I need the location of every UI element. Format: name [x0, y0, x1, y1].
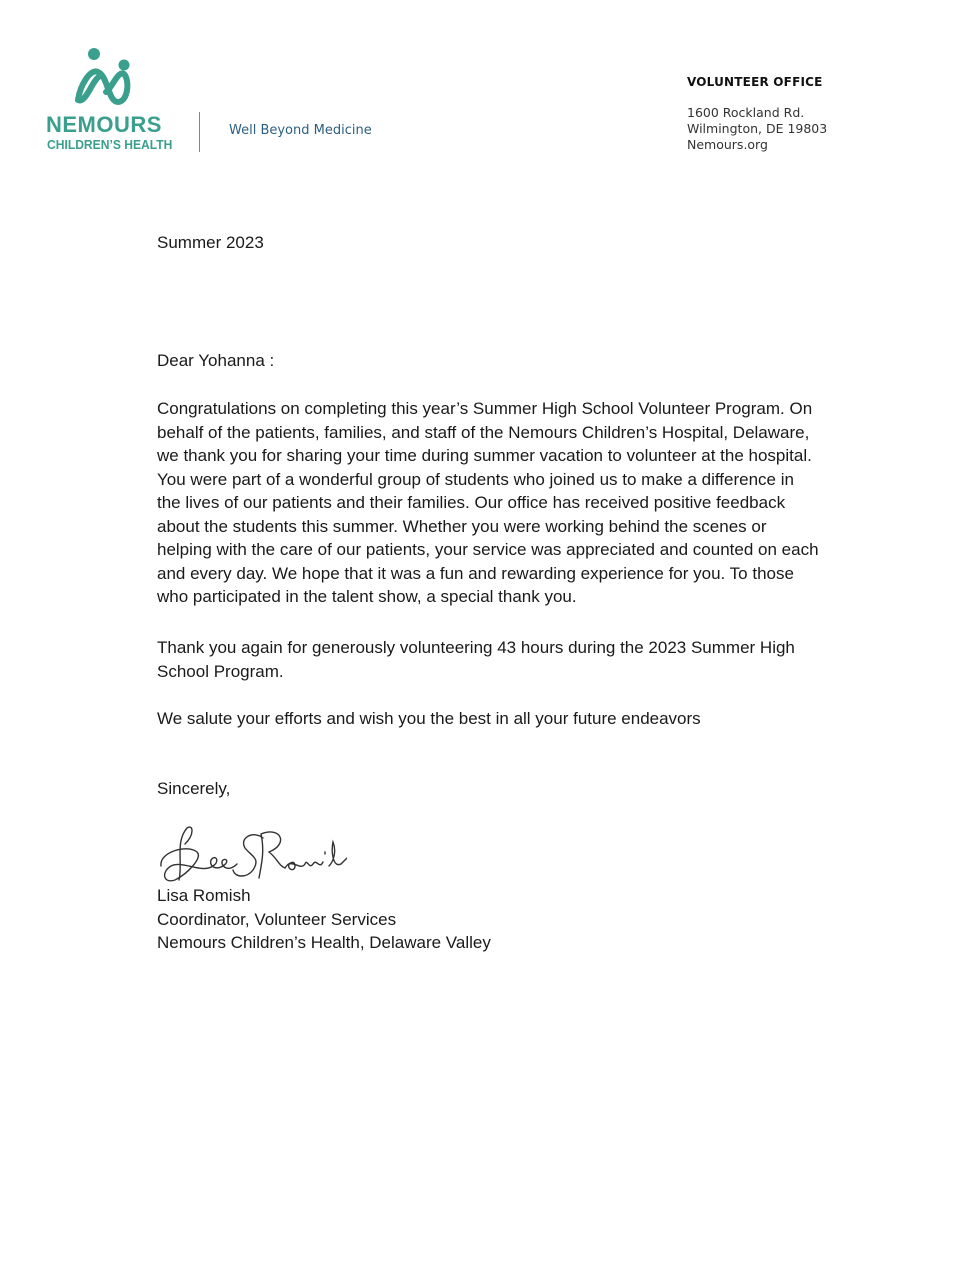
- closing: Sincerely,: [157, 779, 231, 798]
- signer-name: Lisa Romish: [157, 886, 251, 905]
- paragraph-line: Congratulations on completing this year’s Summer High School Volunteer Program. On: [157, 399, 813, 418]
- brand-subtitle: CHILDREN’S HEALTH: [47, 137, 173, 152]
- signer-block: [157, 884, 877, 955]
- address-city: Wilmington, DE 19803: [687, 121, 828, 136]
- office-title: VOLUNTEER OFFICE: [687, 75, 823, 89]
- paragraph-line: behalf of the patients, families, and staff of the Nemours Children’s Hospital, Delaware,: [157, 422, 810, 442]
- paragraph-line: and every day. We hope that it was a fun and rewarding experience for you. To those: [157, 563, 794, 583]
- signature-icon: [157, 822, 347, 888]
- signer-organization: Nemours Children’s Health, Delaware Valley: [157, 933, 491, 952]
- paragraph-line: about the students this summer. Whether you were working behind the scenes or: [157, 516, 767, 536]
- brand-name: NEMOURS: [46, 112, 162, 137]
- paragraph-line: who participated in the talent show, a special thank you.: [157, 587, 577, 606]
- nemours-figures-icon: [72, 46, 138, 108]
- office-address: [687, 105, 827, 153]
- paragraph-line: School Program.: [157, 661, 284, 681]
- paragraph-line: helping with the care of our patients, your service was appreciated and counted on each: [157, 540, 819, 559]
- paragraph-line: we thank you for sharing your time during summer vacation to volunteer at the hospital.: [157, 446, 812, 465]
- address-website[interactable]: Nemours.org: [687, 137, 768, 152]
- body-paragraph-1: [157, 397, 877, 609]
- paragraph-line: the lives of our patients and their families. Our office has received positive feedback: [157, 493, 786, 512]
- salutation: Dear Yohanna :: [157, 351, 275, 370]
- office-address-block: [687, 75, 827, 153]
- tagline: Well Beyond Medicine: [229, 123, 372, 138]
- body-paragraph-3: We salute your efforts and wish you the best in all your future endeavors: [157, 709, 701, 728]
- paragraph-line: You were part of a wonderful group of students who joined us to make a difference in: [157, 469, 794, 489]
- body-paragraph-2: [157, 636, 877, 683]
- paragraph-line: Thank you again for generously volunteering 43 hours during the 2023 Summer High: [157, 638, 795, 657]
- signer-title: Coordinator, Volunteer Services: [157, 909, 397, 929]
- letter-date: Summer 2023: [157, 233, 264, 252]
- header-divider: [199, 112, 200, 152]
- address-street: 1600 Rockland Rd.: [687, 105, 805, 120]
